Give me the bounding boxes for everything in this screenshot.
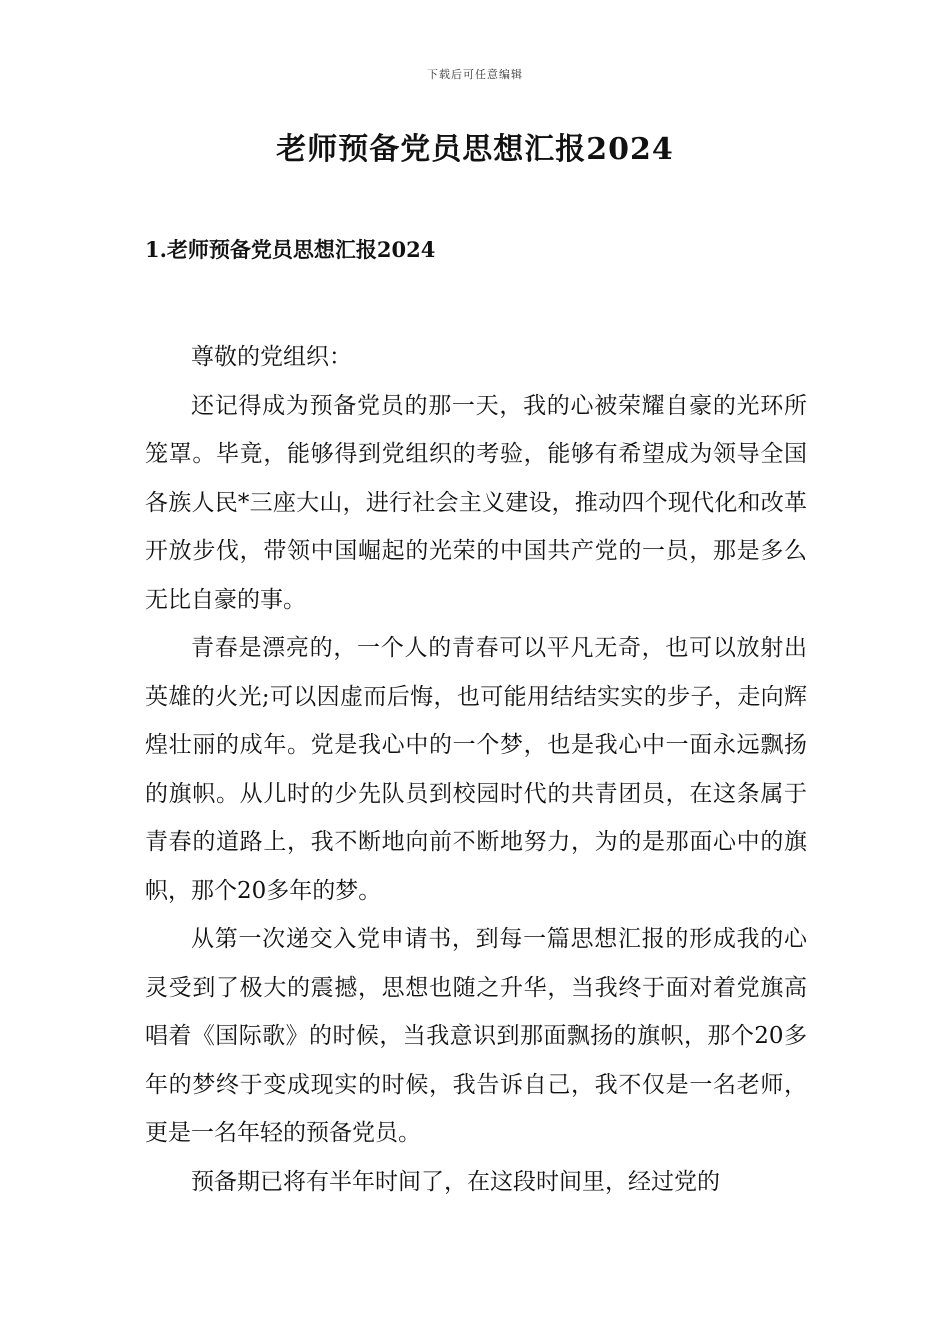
section-heading: 1.老师预备党员思想汇报2024 — [145, 237, 436, 262]
paragraph-1: 还记得成为预备党员的那一天，我的心被荣耀自豪的光环所笼罩。毕竟，能够得到党组织的考验，能够有希望成为领导全国各族人民*三座大山，进行社会主义建设，推动四个现代化和改革开放步伐，带领中国崛起的光荣的中国共产党的一员，那是多么无比自豪的事。 — [145, 392, 807, 613]
paragraph-2: 青春是漂亮的，一个人的青春可以平凡无奇，也可以放射出英雄的火光;可以因虚而后悔，也可能用结结实实的步子，走向辉煌壮丽的成年。党是我心中的一个梦，也是我心中一面永远飘扬的旗帜。从儿时的少先队员到校园时代的共青团员，在这条属于青春的道路上，我不断地向前不断地努力，为的是那面心中的旗帜，那个20多年的梦。 — [145, 635, 807, 904]
header-note: 下载后可任意编辑 — [427, 68, 523, 81]
paragraph-4: 预备期已将有半年时间了，在这段时间里，经过党的 — [191, 1168, 720, 1195]
salutation: 尊敬的党组织： — [191, 344, 352, 370]
document-body — [145, 333, 807, 1206]
document-title: 老师预备党员思想汇报2024 — [276, 132, 674, 167]
paragraph-3: 从第一次递交入党申请书，到每一篇思想汇报的形成我的心灵受到了极大的震撼，思想也随之升华，当我终于面对着党旗高唱着《国际歌》的时候，当我意识到那面飘扬的旗帜，那个20多年的梦终于变成现实的时候，我告诉自己，我不仅是一名老师，更是一名年轻的预备党员。 — [145, 926, 807, 1146]
